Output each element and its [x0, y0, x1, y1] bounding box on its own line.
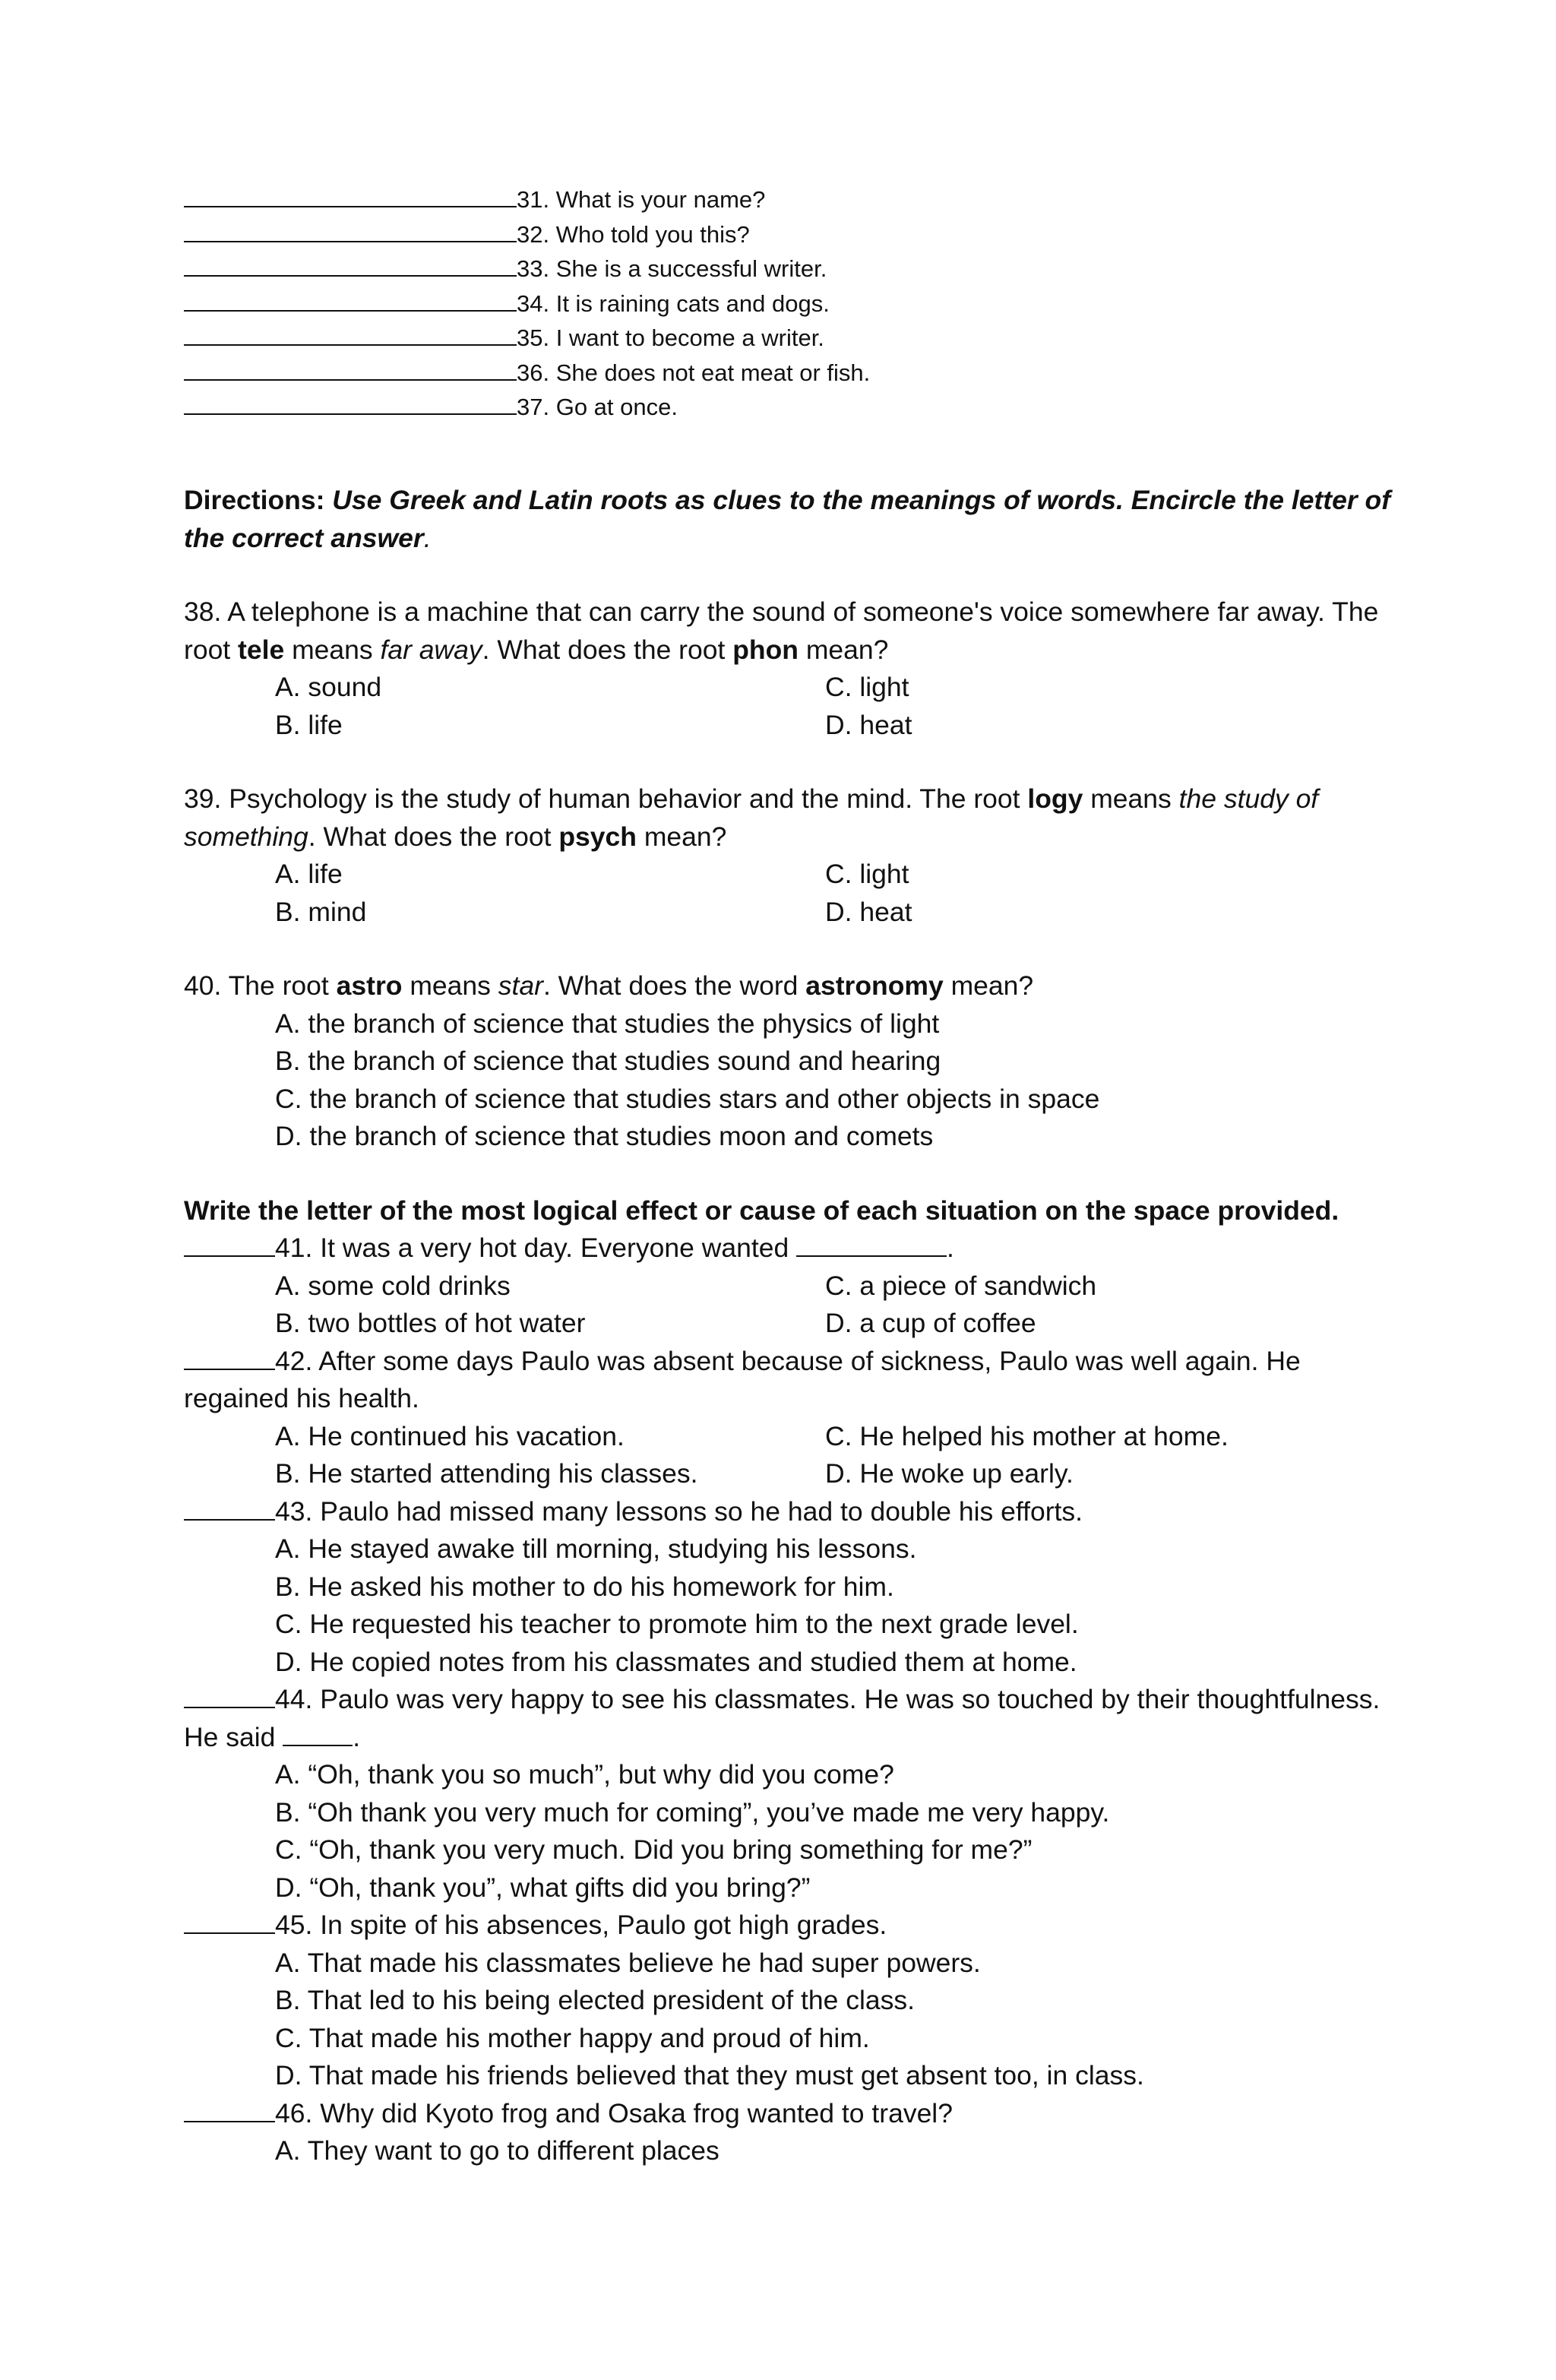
answer-blank[interactable]	[184, 221, 517, 242]
answer-blank[interactable]	[184, 1910, 275, 1934]
question-text: 40. The root astro means star. What does the word astronomy mean?	[184, 970, 1034, 1001]
option-a[interactable]: A. sound	[275, 672, 382, 702]
answer-blank[interactable]	[184, 324, 517, 346]
question-text: 46. Why did Kyoto frog and Osaka frog wanted to travel?	[184, 2095, 1399, 2133]
option-c[interactable]: C. That made his mother happy and proud of him.	[275, 2022, 870, 2053]
answer-blank[interactable]	[184, 290, 517, 312]
question-44	[184, 1681, 1399, 1907]
option-d[interactable]: D. That made his friends believed that they must get absent too, in class.	[275, 2060, 1144, 2090]
question-text: 38. A telephone is a machine that can carry the sound of someone's voice somewhere far away. The root tele means far away. What does the root phon mean?	[184, 597, 1379, 665]
option-a[interactable]: A. That made his classmates believe he had super powers.	[275, 1947, 981, 1978]
short-answer-list	[184, 182, 870, 425]
option-c[interactable]: C. light	[825, 672, 909, 702]
question-text: 41. It was a very hot day. Everyone wanted .	[184, 1230, 1399, 1268]
option-d[interactable]: D. He woke up early.	[825, 1458, 1074, 1489]
option-d[interactable]: D. heat	[825, 709, 912, 740]
main-content	[184, 482, 1399, 2170]
answer-blank[interactable]	[184, 1346, 275, 1370]
list-item: 36. She does not eat meat or fish.	[184, 356, 870, 391]
answer-blank[interactable]	[184, 359, 517, 381]
option-a[interactable]: A. He continued his vacation.	[275, 1420, 625, 1451]
answer-blank[interactable]	[184, 1684, 275, 1708]
question-43	[184, 1493, 1399, 1682]
option-a[interactable]: A. the branch of science that studies the physics of light	[275, 1008, 940, 1039]
option-a[interactable]: A. life	[275, 859, 343, 889]
list-item: 31. What is your name?	[184, 182, 870, 217]
option-c[interactable]: C. light	[825, 859, 909, 889]
answer-blank[interactable]	[184, 2098, 275, 2122]
directions: Directions: Use Greek and Latin roots as clues to the meanings of words. Encircle the letter of the correct answer.	[184, 485, 1391, 553]
question-text: 44. Paulo was very happy to see his classmates. He was so touched by their thoughtfulness. He said .	[184, 1684, 1380, 1752]
option-b[interactable]: B. life	[275, 709, 343, 740]
option-d[interactable]: D. the branch of science that studies moon and comets	[275, 1121, 934, 1151]
list-item: 37. Go at once.	[184, 390, 870, 425]
option-b[interactable]: B. mind	[275, 896, 367, 927]
option-b[interactable]: B. the branch of science that studies sound and hearing	[275, 1046, 941, 1076]
answer-blank[interactable]	[184, 255, 517, 277]
question-39	[184, 780, 1399, 931]
option-b[interactable]: B. “Oh thank you very much for coming”, you’ve made me very happy.	[275, 1796, 1110, 1828]
list-item: 34. It is raining cats and dogs.	[184, 286, 870, 321]
option-c[interactable]: C. the branch of science that studies stars and other objects in space	[275, 1083, 1100, 1114]
option-c[interactable]: C. He requested his teacher to promote him to the next grade level.	[275, 1609, 1079, 1639]
answer-blank[interactable]	[184, 1233, 275, 1257]
question-45	[184, 1907, 1399, 2095]
list-item: 32. Who told you this?	[184, 217, 870, 252]
question-text: 39. Psychology is the study of human behavior and the mind. The root logy means the study of something. What does the root psych mean?	[184, 783, 1319, 852]
fill-blank[interactable]	[796, 1233, 947, 1257]
option-b[interactable]: B. That led to his being elected president of the class.	[275, 1985, 915, 2015]
question-41	[184, 1230, 1399, 1343]
option-b[interactable]: B. He asked his mother to do his homework for him.	[275, 1571, 894, 1602]
answer-blank[interactable]	[184, 186, 517, 207]
list-item: 35. I want to become a writer.	[184, 321, 870, 356]
question-38	[184, 593, 1399, 744]
option-d[interactable]: D. He copied notes from his classmates and studied them at home.	[275, 1646, 1077, 1677]
option-c[interactable]: C. “Oh, thank you very much. Did you bring something for me?”	[275, 1834, 1033, 1865]
option-a[interactable]: A. some cold drinks	[275, 1270, 511, 1301]
option-c[interactable]: C. a piece of sandwich	[825, 1270, 1097, 1301]
option-a[interactable]: A. “Oh, thank you so much”, but why did you come?	[275, 1759, 894, 1790]
option-a[interactable]: A. They want to go to different places	[275, 2135, 719, 2166]
question-text: 43. Paulo had missed many lessons so he had to double his efforts.	[184, 1493, 1399, 1531]
option-d[interactable]: D. heat	[825, 896, 912, 927]
option-b[interactable]: B. two bottles of hot water	[275, 1308, 586, 1338]
option-b[interactable]: B. He started attending his classes.	[275, 1458, 698, 1489]
option-a[interactable]: A. He stayed awake till morning, studying his lessons.	[275, 1533, 917, 1564]
answer-blank[interactable]	[184, 1496, 275, 1521]
answer-blank[interactable]	[184, 394, 517, 415]
question-42	[184, 1343, 1399, 1493]
option-c[interactable]: C. He helped his mother at home.	[825, 1420, 1229, 1451]
section-heading: Write the letter of the most logical effect or cause of each situation on the space provided.	[184, 1195, 1339, 1226]
fill-blank[interactable]	[283, 1722, 353, 1746]
option-d[interactable]: D. a cup of coffee	[825, 1308, 1036, 1338]
option-d[interactable]: D. “Oh, thank you”, what gifts did you bring?”	[275, 1872, 811, 1903]
question-text: 42. After some days Paulo was absent because of sickness, Paulo was well again. He regained his health.	[184, 1345, 1301, 1413]
question-text: 45. In spite of his absences, Paulo got high grades.	[184, 1907, 1399, 1945]
list-item: 33. She is a successful writer.	[184, 252, 870, 286]
question-40	[184, 967, 1399, 1156]
question-46	[184, 2095, 1399, 2170]
